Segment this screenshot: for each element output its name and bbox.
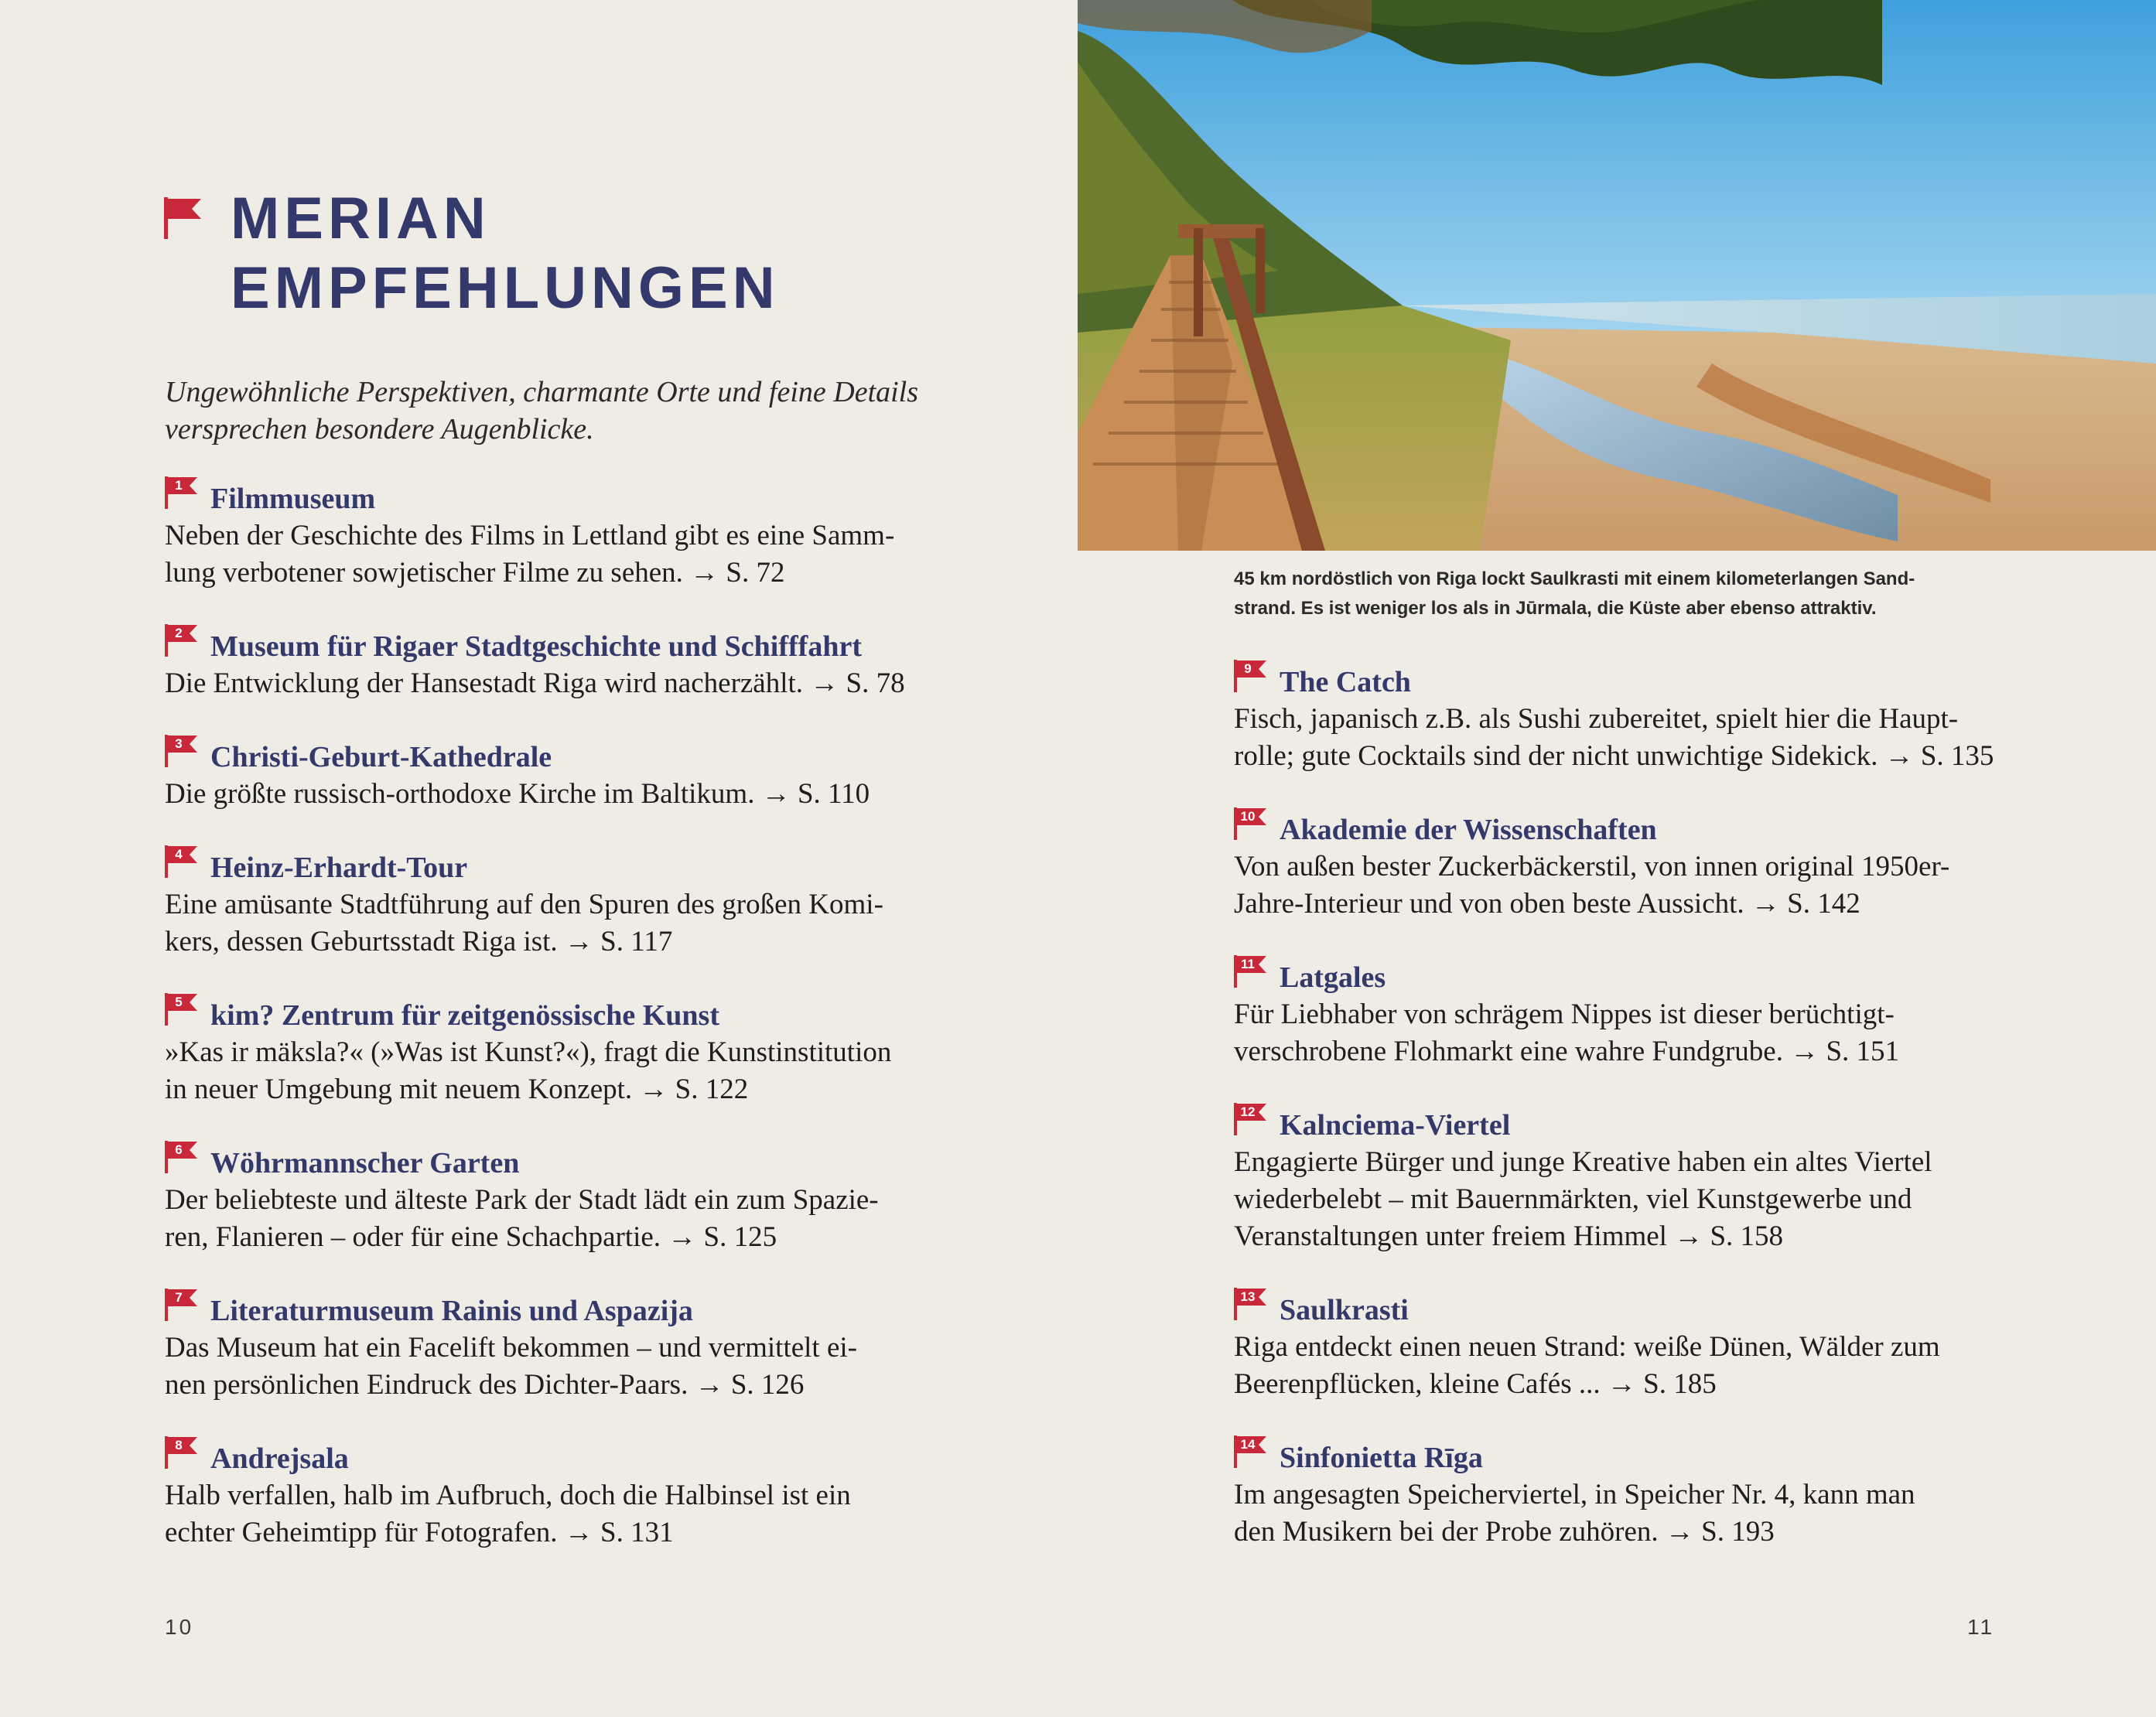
number-flag-icon	[165, 735, 199, 767]
intro-text	[165, 374, 938, 448]
entry-description-line: den Musikern bei der Probe zuhören. → S. 193	[1234, 1516, 1775, 1548]
recommendation-entry	[1234, 1289, 1992, 1403]
entry-title-row	[165, 849, 923, 886]
entry-title-row	[165, 628, 923, 665]
entry-title: Kalnciema-Viertel	[1280, 1109, 1511, 1142]
entry-description-line: Für Liebhaber von schrägem Nippes ist dieser berüchtigt-	[1234, 998, 1895, 1030]
entry-description-line: Fisch, japanisch z.B. als Sushi zubereitet, spielt hier die Haupt-	[1234, 703, 1959, 735]
entry-title-row	[1234, 1104, 1992, 1144]
page-number-right: 11	[1967, 1615, 1995, 1639]
entry-number: 6	[175, 1142, 183, 1157]
heading-line-1: MERIAN	[231, 186, 490, 251]
number-flag-icon	[165, 1436, 199, 1469]
photo-caption	[1234, 565, 2007, 623]
entry-number: 5	[175, 995, 183, 1009]
number-flag-icon	[165, 1289, 199, 1321]
number-flag-icon	[165, 845, 199, 878]
recommendation-entry	[165, 849, 923, 961]
number-flag-icon	[1234, 955, 1268, 988]
entry-title: Wöhrmannscher Garten	[210, 1147, 520, 1179]
recommendations-list-left	[165, 480, 923, 1588]
entry-number: 4	[175, 847, 183, 862]
entry-description-line: rolle; gute Cocktails sind der nicht unwichtige Sidekick. → S. 135	[1234, 740, 1994, 772]
entry-description-line: kers, dessen Geburtsstadt Riga ist. → S. 117	[165, 926, 673, 957]
recommendation-entry	[1234, 959, 1992, 1070]
entry-title: Latgales	[1280, 961, 1386, 994]
number-flag-icon	[1234, 1103, 1268, 1135]
entry-title-row	[165, 1142, 923, 1182]
entry-description-line: Von außen bester Zuckerbäckerstil, von innen original 1950er-	[1234, 851, 1950, 882]
number-flag-icon	[1234, 660, 1268, 692]
entry-description-line: Neben der Geschichte des Films in Lettland gibt es eine Samm-	[165, 520, 895, 551]
entry-title: Akademie der Wissenschaften	[1280, 814, 1657, 846]
number-flag-icon	[1234, 1288, 1268, 1320]
entry-description-line: lung verbotener sowjetischer Filme zu sehen. → S. 72	[165, 557, 785, 589]
entry-description-line: ren, Flanieren – oder für eine Schachpartie. → S. 125	[165, 1221, 777, 1253]
entry-title-row	[1234, 811, 1992, 848]
entry-title: Literaturmuseum Rainis und Aspazija	[210, 1295, 693, 1327]
heading-line-2: EMPFEHLUNGEN	[231, 255, 780, 321]
entry-description-line: Der beliebteste und älteste Park der Stadt lädt ein zum Spazie-	[165, 1184, 879, 1216]
entry-title: Saulkrasti	[1280, 1294, 1409, 1326]
entry-number: 7	[175, 1290, 183, 1305]
entry-number: 3	[175, 736, 183, 751]
entry-title-row	[165, 736, 923, 776]
entry-number: 12	[1240, 1104, 1256, 1119]
right-page	[1078, 0, 2156, 1717]
entry-title-row	[1234, 1439, 1992, 1476]
page-number-left: 10	[165, 1615, 194, 1639]
entry-number: 13	[1240, 1289, 1256, 1304]
number-flag-icon	[165, 1141, 199, 1173]
entry-title: The Catch	[1280, 666, 1411, 698]
recommendations-list-right	[1234, 661, 1994, 1587]
number-flag-icon	[1234, 1435, 1268, 1468]
entry-description-line: nen persönlichen Eindruck des Dichter-Paars. → S. 126	[165, 1369, 805, 1401]
entry-title: kim? Zentrum für zeitgenössische Kunst	[210, 999, 719, 1032]
entry-description-line: Halb verfallen, halb im Aufbruch, doch die Halbinsel ist ein	[165, 1480, 851, 1511]
entry-description-line: Eine amüsante Stadtführung auf den Spuren des großen Komi-	[165, 889, 883, 920]
recommendation-entry	[165, 1440, 923, 1551]
beach-photo	[1078, 0, 2156, 551]
entry-title-row	[1234, 661, 1992, 701]
entry-title-row	[1234, 1289, 1992, 1329]
entry-description-line: Engagierte Bürger und junge Kreative haben ein altes Viertel	[1234, 1146, 1932, 1178]
entry-title-row	[165, 997, 923, 1034]
entry-title-row	[165, 1440, 923, 1477]
intro-line-1: Ungewöhnliche Perspektiven, charmante Orte und feine Details	[165, 376, 919, 408]
entry-title-row	[165, 480, 923, 517]
entry-description-line: Riga entdeckt einen neuen Strand: weiße Dünen, Wälder zum	[1234, 1331, 1940, 1363]
entry-number: 11	[1241, 957, 1255, 971]
entry-number: 8	[175, 1438, 183, 1452]
entry-title: Filmmuseum	[210, 483, 376, 515]
entry-description-line: Jahre-Interieur und von oben beste Aussicht. → S. 142	[1234, 888, 1860, 920]
caption-line-2: strand. Es ist weniger los als in Jūrmala, die Küste aber ebenso attraktiv.	[1234, 598, 1877, 619]
entry-description-line: verschrobene Flohmarkt eine wahre Fundgrube. → S. 151	[1234, 1036, 1900, 1067]
entry-description-line: in neuer Umgebung mit neuem Konzept. → S. 122	[165, 1074, 749, 1105]
recommendation-entry	[1234, 1439, 1992, 1551]
entry-title: Museum für Rigaer Stadtgeschichte und Schifffahrt	[210, 630, 862, 663]
entry-title: Christi-Geburt-Kathedrale	[210, 741, 552, 773]
recommendation-entry	[1234, 811, 1992, 923]
entry-title-row	[1234, 959, 1992, 996]
entry-number: 10	[1240, 809, 1256, 824]
entry-number: 1	[175, 478, 183, 493]
entry-description-line: »Kas ir mäksla?« (»Was ist Kunst?«), fragt die Kunstinstitution	[165, 1036, 892, 1068]
number-flag-icon	[1234, 807, 1268, 840]
entry-title-row	[165, 1292, 923, 1330]
page-heading	[231, 184, 780, 323]
entry-title: Andrejsala	[210, 1442, 349, 1475]
entry-description-line: Die Entwicklung der Hansestadt Riga wird nacherzählt. → S. 78	[165, 667, 905, 699]
recommendation-entry	[165, 1292, 923, 1404]
entry-title: Heinz-Erhardt-Tour	[210, 852, 468, 884]
recommendation-entry	[165, 628, 923, 702]
caption-line-1: 45 km nordöstlich von Riga lockt Saulkrasti mit einem kilometerlangen Sand-	[1234, 568, 1915, 589]
entry-description-line: Veranstaltungen unter freiem Himmel → S. 158	[1234, 1220, 1784, 1252]
recommendation-entry	[165, 736, 923, 813]
entry-number: 14	[1240, 1437, 1256, 1452]
entry-number: 2	[175, 626, 183, 640]
recommendation-entry	[165, 480, 923, 592]
entry-description-line: Beerenpflücken, kleine Cafés ... → S. 185	[1234, 1368, 1717, 1400]
entry-description-line: Das Museum hat ein Facelift bekommen – und vermittelt ei-	[165, 1332, 857, 1364]
recommendation-entry	[1234, 661, 1994, 775]
entry-number: 9	[1244, 661, 1252, 676]
entry-description-line: wiederbelebt – mit Bauernmärkten, viel Kunstgewerbe und	[1234, 1183, 1912, 1215]
recommendation-entry	[165, 997, 923, 1108]
entry-description-line: Die größte russisch-orthodoxe Kirche im Baltikum. → S. 110	[165, 778, 870, 810]
recommendation-entry	[1234, 1104, 1992, 1255]
recommendation-entry	[165, 1142, 923, 1256]
number-flag-icon	[165, 476, 199, 509]
entry-title: Sinfonietta Rīga	[1280, 1442, 1483, 1474]
intro-line-2: versprechen besondere Augenblicke.	[165, 413, 594, 445]
merian-flag-icon	[164, 197, 203, 239]
number-flag-icon	[165, 624, 199, 657]
entry-description-line: echter Geheimtipp für Fotografen. → S. 131	[165, 1517, 674, 1548]
entry-description-line: Im angesagten Speicherviertel, in Speicher Nr. 4, kann man	[1234, 1479, 1915, 1510]
number-flag-icon	[165, 993, 199, 1026]
